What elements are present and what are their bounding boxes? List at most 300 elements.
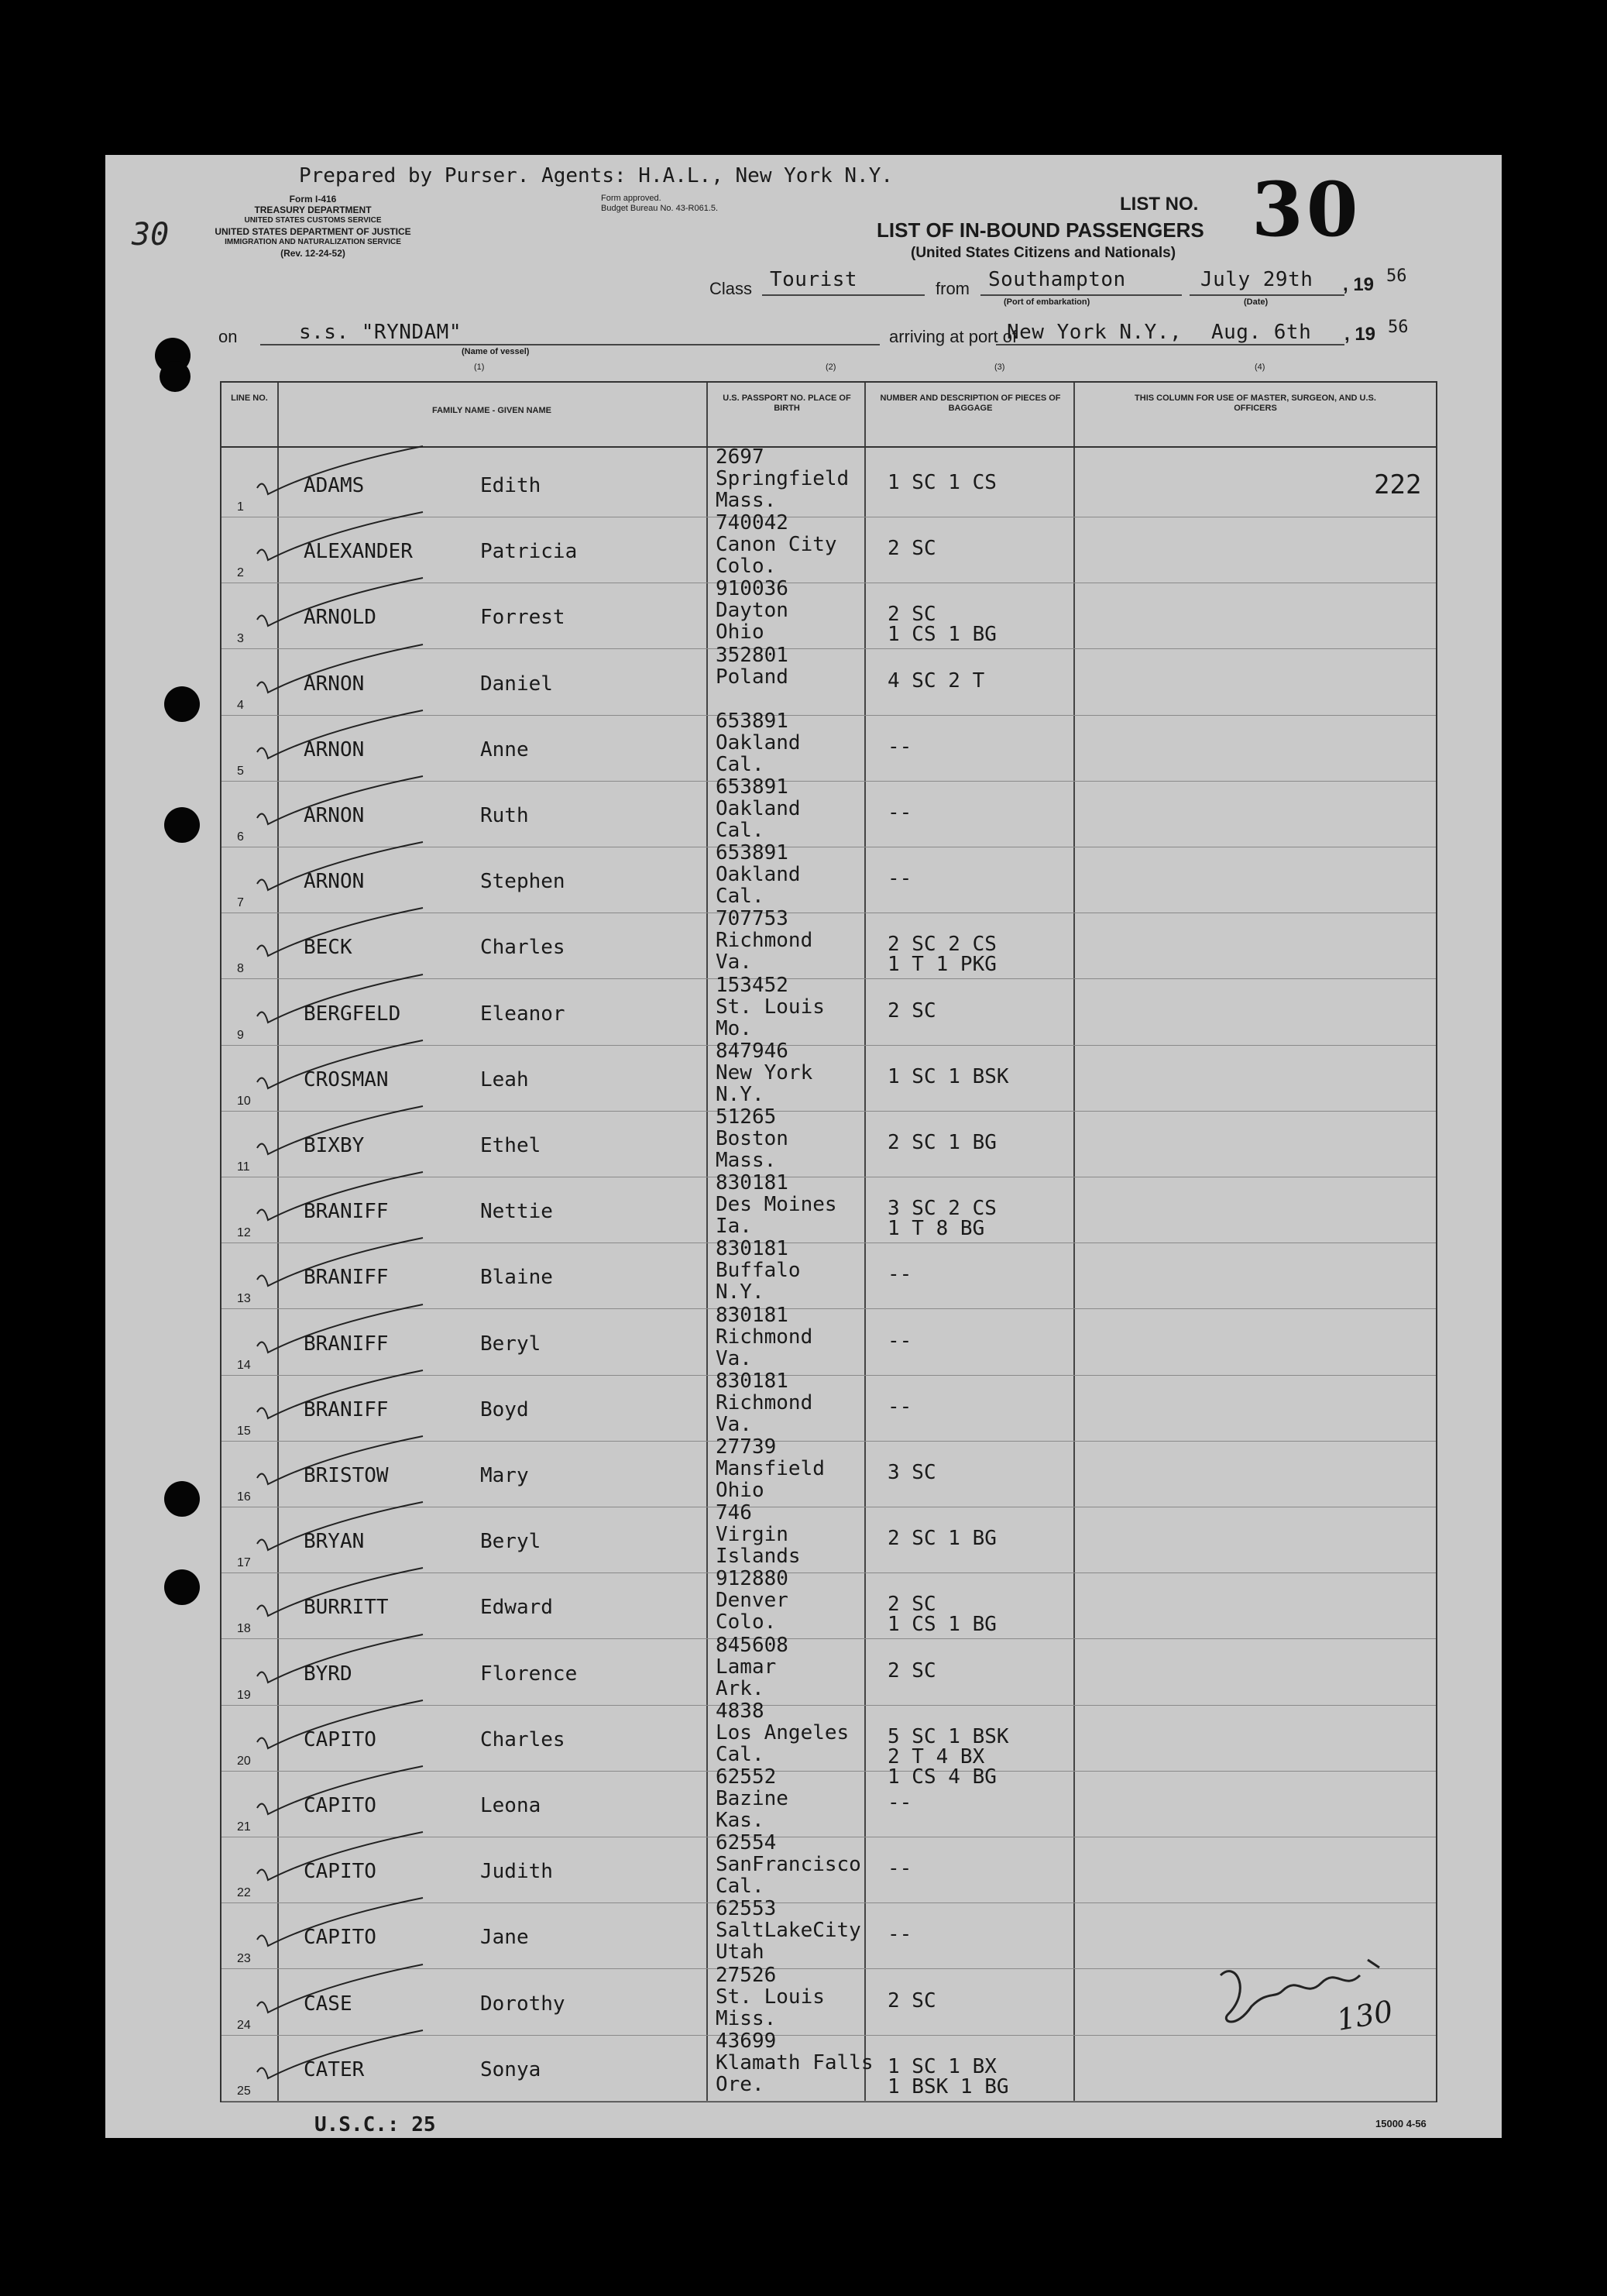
line-number: 14 xyxy=(237,1358,251,1372)
passport-place xyxy=(716,1568,788,1633)
passport-number: 51265 xyxy=(716,1105,777,1129)
baggage xyxy=(888,734,912,758)
line-number: 2 xyxy=(237,566,244,580)
embarkation-caption: (Port of embarkation) xyxy=(1004,297,1090,307)
manifest-sheet xyxy=(105,155,1502,2138)
passport-number: 740042 xyxy=(716,511,788,535)
baggage xyxy=(888,2054,1009,2098)
birth-state: Mo. xyxy=(716,1016,752,1040)
line-number: 23 xyxy=(237,1952,251,1966)
baggage xyxy=(888,1593,997,1637)
table-row xyxy=(221,907,1436,979)
passport-place xyxy=(716,2030,874,2095)
baggage xyxy=(888,1462,936,1483)
given-name: Jane xyxy=(480,1926,529,1950)
birth-place: New York xyxy=(716,1060,813,1084)
line-number: 21 xyxy=(237,1820,251,1834)
baggage-line-2: 1 BSK 1 BG xyxy=(888,2074,1009,2098)
treasury-department: TREASURY DEPARTMENT xyxy=(254,205,372,215)
passport-place xyxy=(716,1700,849,1765)
passport-number: 847946 xyxy=(716,1039,788,1063)
line-number: 11 xyxy=(237,1160,250,1174)
family-name: CASE xyxy=(304,1992,352,2016)
baggage xyxy=(888,1394,912,1418)
birth-place: Oakland xyxy=(716,730,801,754)
birth-place: Springfield xyxy=(716,467,850,490)
birth-place: SaltLakeCity xyxy=(716,1919,861,1943)
immigration-service: IMMIGRATION AND NATURALIZATION SERVICE xyxy=(225,238,401,246)
passport-place xyxy=(716,1040,812,1105)
birth-state: Cal. xyxy=(716,1742,764,1766)
baggage-line-1: 2 SC xyxy=(888,1593,936,1617)
passport-number: 352801 xyxy=(716,643,788,667)
passport-number: 653891 xyxy=(716,841,788,865)
birth-place: Richmond xyxy=(716,929,813,953)
col-header-line-no: LINE NO. xyxy=(231,394,268,403)
baggage xyxy=(888,1988,936,2012)
given-name: Blaine xyxy=(480,1266,553,1290)
table-row xyxy=(221,511,1436,583)
baggage xyxy=(888,1198,997,1239)
form-block xyxy=(189,194,437,259)
given-name: Edward xyxy=(480,1596,553,1620)
baggage-line-1: 4 SC 2 T xyxy=(888,669,985,693)
table-row xyxy=(221,1369,1436,1442)
passport-number: 653891 xyxy=(716,709,788,733)
class-underline xyxy=(762,294,925,296)
vessel-underline xyxy=(260,344,880,345)
birth-state: Colo. xyxy=(716,1610,777,1634)
col-number-4: (4) xyxy=(1255,363,1265,372)
baggage-line-1: 2 SC xyxy=(888,998,936,1023)
line-number: 12 xyxy=(237,1226,251,1240)
col-number-3: (3) xyxy=(994,363,1005,372)
arrival-year-suffix: 56 xyxy=(1388,318,1409,337)
given-name: Patricia xyxy=(480,540,578,564)
baggage xyxy=(888,1527,997,1551)
given-name: Charles xyxy=(480,1727,565,1751)
list-number: 30 xyxy=(1252,166,1361,253)
margin-note: 30 xyxy=(132,217,170,253)
officer-note: 222 xyxy=(1374,469,1422,500)
passport-place xyxy=(716,1832,861,1897)
class-value: Tourist xyxy=(770,268,858,291)
passport-place xyxy=(716,1304,812,1370)
passport-number: 62552 xyxy=(716,1765,777,1789)
birth-place: Lamar xyxy=(716,1655,777,1679)
table-row xyxy=(221,1765,1436,1837)
line-number: 10 xyxy=(237,1094,251,1108)
family-name: BIXBY xyxy=(304,1134,365,1157)
given-name: Leona xyxy=(480,1794,541,1817)
baggage xyxy=(888,803,912,823)
baggage-line-1: 1 SC 1 BSK xyxy=(888,1064,1009,1088)
line-number: 17 xyxy=(237,1556,251,1570)
passport-number: 62554 xyxy=(716,1831,777,1855)
form-revision: (Rev. 12-24-52) xyxy=(280,248,345,259)
passport-place xyxy=(716,1370,812,1435)
class-label: Class xyxy=(709,279,753,298)
table-row xyxy=(221,775,1436,847)
table-row xyxy=(221,1039,1436,1112)
baggage-line-1: 2 SC 2 CS xyxy=(888,933,997,957)
justice-department: UNITED STATES DEPARTMENT OF JUSTICE xyxy=(215,226,411,237)
table-row xyxy=(221,1435,1436,1507)
birth-place: Klamath Falls xyxy=(716,2050,874,2074)
passport-number: 62553 xyxy=(716,1897,777,1921)
table-row xyxy=(221,1633,1436,1706)
baggage xyxy=(888,998,936,1023)
family-name: CAPITO xyxy=(304,1926,376,1950)
birth-state: Ia. xyxy=(716,1215,752,1239)
print-code: 15000 4-56 xyxy=(1375,2118,1427,2129)
budget-bureau: Budget Bureau No. 43-R061.5. xyxy=(601,204,719,213)
list-no-label: LIST NO. xyxy=(1120,194,1199,215)
table-row xyxy=(221,1831,1436,1903)
line-number: 16 xyxy=(237,1490,251,1504)
birth-state: Ore. xyxy=(716,2072,764,2096)
passport-number: 746 xyxy=(716,1501,752,1525)
family-name: BRANIFF xyxy=(304,1266,389,1290)
birth-place: SanFrancisco xyxy=(716,1853,861,1877)
family-name: CAPITO xyxy=(304,1794,376,1817)
date-underline xyxy=(1190,294,1344,296)
family-name: BECK xyxy=(304,936,352,960)
passport-number: 27526 xyxy=(716,1963,777,1987)
baggage-line-1: -- xyxy=(888,1394,912,1418)
baggage xyxy=(888,867,912,891)
table-row xyxy=(221,445,1436,517)
family-name: BERGFELD xyxy=(304,1002,401,1026)
birth-state: Ohio xyxy=(716,1479,764,1502)
arriving-label: arriving at port of xyxy=(889,327,1018,346)
baggage-line-2: 1 CS 1 BG xyxy=(888,623,997,647)
col-number-2: (2) xyxy=(826,363,836,372)
family-name: BRANIFF xyxy=(304,1332,389,1356)
baggage-line-1: -- xyxy=(888,1857,912,1881)
baggage-line-2: 1 CS 1 BG xyxy=(888,1613,997,1637)
line-number: 8 xyxy=(237,962,244,976)
passport-number: 910036 xyxy=(716,577,788,601)
col-header-name: FAMILY NAME - GIVEN NAME xyxy=(431,406,552,415)
baggage xyxy=(888,1923,912,1947)
baggage-line-1: 5 SC 1 BSK xyxy=(888,1724,1009,1748)
baggage xyxy=(888,1328,912,1353)
given-name: Beryl xyxy=(480,1332,541,1356)
checkmark-icon xyxy=(252,1961,454,2016)
family-name: CROSMAN xyxy=(304,1067,389,1091)
passport-place xyxy=(716,842,801,907)
birth-state: N.Y. xyxy=(716,1280,764,1304)
passport-place xyxy=(716,1106,788,1171)
baggage-line-1: 2 SC 1 BG xyxy=(888,1131,997,1154)
checkmark-icon xyxy=(252,1631,454,1686)
family-name: ARNON xyxy=(304,870,365,894)
birth-place: Dayton xyxy=(716,599,788,623)
col-number-1: (1) xyxy=(474,363,485,372)
form-approved: Form approved. xyxy=(601,194,661,203)
embarkation-port: Southampton xyxy=(988,268,1126,291)
passport-number: 830181 xyxy=(716,1369,788,1393)
baggage-line-1: 3 SC 2 CS xyxy=(888,1197,997,1221)
passport-number: 707753 xyxy=(716,907,788,931)
form-number: Form I-416 xyxy=(289,194,337,205)
birth-state: Cal. xyxy=(716,1875,764,1899)
passport-number: 845608 xyxy=(716,1633,788,1657)
line-number: 25 xyxy=(237,2084,251,2098)
given-name: Edith xyxy=(480,474,541,497)
form-approval-block xyxy=(601,194,718,214)
given-name: Daniel xyxy=(480,672,553,696)
family-name: BRISTOW xyxy=(304,1464,389,1487)
table-row xyxy=(221,643,1436,716)
from-label: from xyxy=(936,279,970,298)
passport-place xyxy=(716,1172,837,1237)
passport-number: 830181 xyxy=(716,1303,788,1327)
baggage-line-3: 1 CS 4 BG xyxy=(888,1765,997,1789)
given-name: Stephen xyxy=(480,870,565,894)
baggage xyxy=(888,603,997,647)
punch-hole-icon xyxy=(160,361,191,392)
passport-number: 653891 xyxy=(716,775,788,799)
birth-state: Va. xyxy=(716,1412,752,1436)
birth-place: Virgin xyxy=(716,1523,788,1547)
table-row xyxy=(221,1237,1436,1309)
vessel-name: s.s. "RYNDAM" xyxy=(299,321,462,344)
baggage-line-1: 2 SC xyxy=(888,1988,936,2012)
family-name: ARNON xyxy=(304,737,365,761)
birth-place: Richmond xyxy=(716,1325,813,1349)
passport-place xyxy=(716,974,825,1040)
family-name: ARNOLD xyxy=(304,606,376,630)
embarkation-date: July 29th xyxy=(1200,268,1313,291)
given-name: Leah xyxy=(480,1067,529,1091)
passport-place xyxy=(716,578,788,643)
birth-state: Islands xyxy=(716,1545,801,1569)
given-name: Forrest xyxy=(480,606,565,630)
checkmark-icon xyxy=(252,905,454,959)
birth-state: Cal. xyxy=(716,885,764,909)
family-name: ALEXANDER xyxy=(304,540,413,564)
family-name: CATER xyxy=(304,2057,365,2081)
birth-place: St. Louis xyxy=(716,1985,825,2009)
passport-number: 830181 xyxy=(716,1171,788,1195)
passport-number: 153452 xyxy=(716,973,788,997)
baggage-line-1: 2 SC xyxy=(888,537,936,561)
birth-place: Los Angeles xyxy=(716,1720,850,1744)
arrival-underline xyxy=(996,344,1344,345)
annotation-number: 130 xyxy=(1334,1994,1396,2037)
birth-state: Miss. xyxy=(716,2006,777,2030)
table-row xyxy=(221,1303,1436,1376)
given-name: Ruth xyxy=(480,804,529,827)
line-number: 4 xyxy=(237,698,244,712)
line-number: 3 xyxy=(237,632,244,646)
given-name: Anne xyxy=(480,737,529,761)
baggage-line-1: -- xyxy=(888,1791,912,1814)
line-number: 24 xyxy=(237,2018,251,2032)
baggage-line-1: 1 SC 1 BX xyxy=(888,2054,997,2078)
family-name: ARNON xyxy=(304,672,365,696)
table-row xyxy=(221,1171,1436,1243)
baggage xyxy=(888,1064,1009,1088)
passenger-table xyxy=(220,381,1437,2102)
table-row xyxy=(221,709,1436,782)
birth-place: Canon City xyxy=(716,533,837,557)
baggage xyxy=(888,1133,997,1153)
passport-place xyxy=(716,1238,801,1303)
arrival-port: New York N.Y., xyxy=(1007,321,1183,344)
punch-hole-icon xyxy=(164,807,200,843)
baggage-line-1: -- xyxy=(888,801,912,824)
family-name: ARNON xyxy=(304,804,365,827)
passport-place xyxy=(716,512,837,577)
baggage-line-2: 2 T 4 BX xyxy=(888,1744,985,1768)
document-subtitle: (United States Citizens and Nationals) xyxy=(911,245,1176,261)
baggage xyxy=(888,1857,912,1881)
baggage-line-1: -- xyxy=(888,867,912,891)
inspector-annotation xyxy=(1205,1944,1422,2071)
baggage xyxy=(888,933,997,977)
given-name: Eleanor xyxy=(480,1002,565,1026)
given-name: Mary xyxy=(480,1464,529,1487)
birth-state: N.Y. xyxy=(716,1082,764,1106)
family-name: BYRD xyxy=(304,1662,352,1686)
row-rule xyxy=(221,2101,1436,2102)
given-name: Sonya xyxy=(480,2057,541,2081)
col-header-officers: THIS COLUMN FOR USE OF MASTER, SURGEON, AND U.S. OFFICERS xyxy=(1135,394,1376,413)
embarkation-underline xyxy=(980,294,1182,296)
passport-place xyxy=(716,1964,825,2030)
given-name: Nettie xyxy=(480,1200,553,1224)
line-number: 6 xyxy=(237,830,244,844)
table-row xyxy=(221,1567,1436,1639)
on-label: on xyxy=(218,327,238,346)
family-name: BRANIFF xyxy=(304,1200,389,1224)
baggage-line-1: -- xyxy=(888,1328,912,1353)
family-name: BRYAN xyxy=(304,1530,365,1554)
year-prefix: , 19 xyxy=(1343,274,1375,295)
punch-hole-icon xyxy=(164,1569,200,1605)
birth-state: Kas. xyxy=(716,1809,764,1832)
baggage xyxy=(888,1658,936,1682)
line-number: 9 xyxy=(237,1028,244,1042)
passport-place xyxy=(716,1502,801,1567)
birth-state: Va. xyxy=(716,950,752,974)
baggage xyxy=(888,671,984,691)
given-name: Dorothy xyxy=(480,1992,565,2016)
line-number: 15 xyxy=(237,1424,251,1438)
passport-number: 4838 xyxy=(716,1699,764,1723)
customs-service: UNITED STATES CUSTOMS SERVICE xyxy=(244,216,382,225)
passport-place xyxy=(716,446,849,511)
baggage-line-2: 1 T 1 PKG xyxy=(888,953,997,977)
birth-place: Bazine xyxy=(716,1787,788,1810)
birth-state: Ohio xyxy=(716,620,764,644)
arrival-date: Aug. 6th xyxy=(1211,321,1312,344)
birth-state: Mass. xyxy=(716,1149,777,1172)
line-number: 13 xyxy=(237,1292,251,1306)
col-header-baggage: NUMBER AND DESCRIPTION OF PIECES OF BAGGAGE xyxy=(880,394,1061,413)
passport-place xyxy=(716,644,788,688)
baggage-line-2: 1 T 8 BG xyxy=(888,1217,985,1241)
birth-place: Poland xyxy=(716,665,788,689)
birth-place: Denver xyxy=(716,1589,788,1613)
line-number: 18 xyxy=(237,1622,251,1636)
passport-number: 27739 xyxy=(716,1435,777,1459)
birth-place: Oakland xyxy=(716,863,801,887)
passport-number: 830181 xyxy=(716,1237,788,1261)
birth-state: Mass. xyxy=(716,489,777,512)
passport-number: 2697 xyxy=(716,445,764,469)
family-name: CAPITO xyxy=(304,1727,376,1751)
baggage-line-1: 2 SC xyxy=(888,1658,936,1682)
passport-place xyxy=(716,776,801,841)
line-number: 20 xyxy=(237,1754,251,1768)
birth-state: Cal. xyxy=(716,752,764,776)
given-name: Florence xyxy=(480,1662,578,1686)
given-name: Ethel xyxy=(480,1134,541,1157)
baggage-line-1: 3 SC xyxy=(888,1461,936,1484)
table-row xyxy=(221,577,1436,649)
birth-place: Mansfield xyxy=(716,1457,825,1480)
table-row xyxy=(221,973,1436,1046)
baggage-line-1: -- xyxy=(888,734,912,758)
baggage-line-1: 1 SC 1 CS xyxy=(888,471,997,494)
passport-number: 912880 xyxy=(716,1567,788,1591)
birth-place: Des Moines xyxy=(716,1193,837,1217)
family-name: BRANIFF xyxy=(304,1397,389,1421)
line-number: 19 xyxy=(237,1688,251,1702)
table-row xyxy=(221,841,1436,913)
family-name: BURRITT xyxy=(304,1596,389,1620)
birth-state: Utah xyxy=(716,1940,764,1964)
given-name: Judith xyxy=(480,1860,553,1884)
birth-state: Ark. xyxy=(716,1676,764,1700)
birth-place: Richmond xyxy=(716,1390,813,1414)
year-suffix: 56 xyxy=(1386,266,1407,286)
arrival-year-prefix: , 19 xyxy=(1344,324,1376,345)
birth-place: St. Louis xyxy=(716,995,825,1019)
punch-hole-icon xyxy=(164,1481,200,1517)
passport-place xyxy=(716,710,801,775)
baggage-line-1: -- xyxy=(888,1263,912,1287)
birth-state: Va. xyxy=(716,1346,752,1370)
passport-number: 43699 xyxy=(716,2029,777,2053)
passport-place xyxy=(716,1898,861,1963)
baggage-line-1: 2 SC 1 BG xyxy=(888,1527,997,1551)
table-row xyxy=(221,1501,1436,1573)
baggage xyxy=(888,1792,912,1813)
birth-place: Boston xyxy=(716,1127,788,1150)
birth-state: Cal. xyxy=(716,819,764,842)
punch-hole-icon xyxy=(164,686,200,722)
table-row xyxy=(221,1105,1436,1177)
birth-state: Colo. xyxy=(716,555,777,579)
passport-place xyxy=(716,1634,788,1700)
line-number: 7 xyxy=(237,896,244,910)
family-name: CAPITO xyxy=(304,1860,376,1884)
baggage-line-1: -- xyxy=(888,1923,912,1947)
given-name: Charles xyxy=(480,936,565,960)
document-title: LIST OF IN-BOUND PASSENGERS xyxy=(877,218,1204,242)
birth-place: Oakland xyxy=(716,797,801,820)
line-number: 5 xyxy=(237,764,244,778)
line-number: 1 xyxy=(237,500,244,514)
vessel-caption: (Name of vessel) xyxy=(462,347,530,356)
col-header-passport: U.S. PASSPORT NO. PLACE OF BIRTH xyxy=(723,394,851,413)
given-name: Boyd xyxy=(480,1397,529,1421)
